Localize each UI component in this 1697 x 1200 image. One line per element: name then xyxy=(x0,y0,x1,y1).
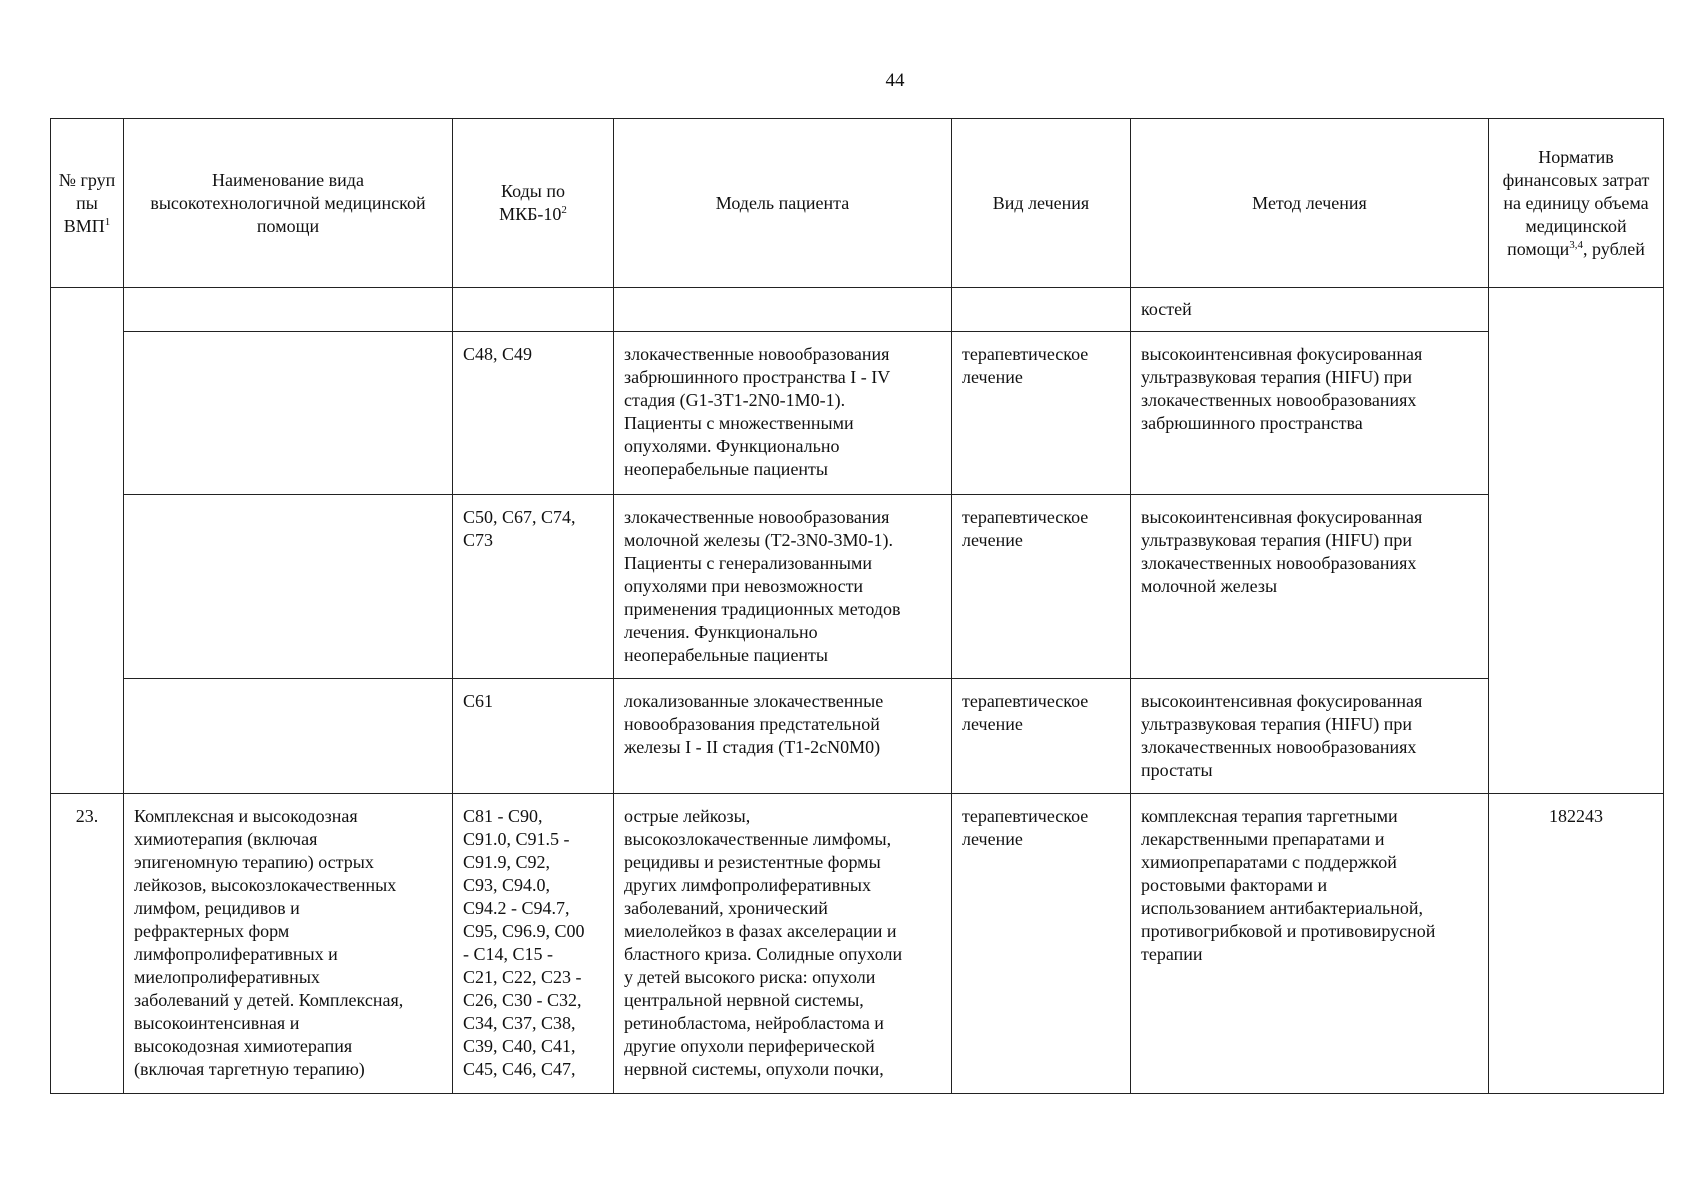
method-line: забрюшинного пространства xyxy=(1141,413,1363,433)
name-line: рефрактерных форм xyxy=(134,921,290,941)
model-line: бластного криза. Солидные опухоли xyxy=(624,944,903,964)
cost-cell-continued xyxy=(1489,288,1664,794)
type-line: терапевтическое xyxy=(962,806,1089,826)
name-line: лимфопролиферативных и xyxy=(134,944,338,964)
name-line: высокоинтенсивная и xyxy=(134,1013,300,1033)
name-line: эпигеномную терапию) острых xyxy=(134,852,374,872)
type-cell xyxy=(952,794,1131,1094)
vmp-table xyxy=(50,118,1664,1094)
method-line: химиопрепаратами с поддержкой xyxy=(1141,852,1397,872)
codes-line: C39, C40, C41, xyxy=(463,1036,576,1056)
codes-cell xyxy=(453,495,614,679)
codes-line: C50, C67, C74, xyxy=(463,507,576,527)
header-cost-norm-suffix: , рублей xyxy=(1583,238,1645,259)
model-line: локализованные злокачественные xyxy=(624,691,884,711)
method-line: противогрибковой и противовирусной xyxy=(1141,921,1436,941)
model-line: высокозлокачественные лимфомы, xyxy=(624,829,892,849)
codes-line: C21, C22, C23 - xyxy=(463,967,582,987)
type-cell xyxy=(952,495,1131,679)
model-line: применения традиционных методов xyxy=(624,599,901,619)
model-line: рецидивы и резистентные формы xyxy=(624,852,881,872)
method-line: молочной железы xyxy=(1141,576,1278,596)
model-line: другие опухоли периферической xyxy=(624,1036,875,1056)
cost-value: 182243 xyxy=(1549,806,1603,826)
name-cell xyxy=(124,495,453,679)
type-line: терапевтическое xyxy=(962,344,1089,364)
codes-line: C95, C96.9, C00 xyxy=(463,921,585,941)
codes-cell xyxy=(453,794,614,1094)
type-line: лечение xyxy=(962,714,1023,734)
method-line: терапии xyxy=(1141,944,1203,964)
model-line: неоперабельные пациенты xyxy=(624,459,829,479)
header-cost-norm-sup: 3,4 xyxy=(1569,238,1584,251)
method-line: высокоинтенсивная фокусированная xyxy=(1141,344,1423,364)
model-cell xyxy=(614,332,952,495)
name-line: химиотерапия (включая xyxy=(134,829,318,849)
model-line: молочной железы (T2-3N0-3M0-1). xyxy=(624,530,894,550)
table-row xyxy=(51,332,1664,495)
codes-line: C48, C49 xyxy=(463,344,533,364)
method-line: высокоинтенсивная фокусированная xyxy=(1141,507,1423,527)
type-cell xyxy=(952,679,1131,794)
method-cell xyxy=(1131,495,1489,679)
codes-line: C73 xyxy=(463,530,494,550)
model-line: заболеваний, хронический xyxy=(624,898,828,918)
type-line: лечение xyxy=(962,829,1023,849)
method-cell xyxy=(1131,332,1489,495)
model-line: злокачественные новообразования xyxy=(624,507,890,527)
method-line: ультразвуковая терапия (HIFU) при xyxy=(1141,714,1413,734)
header-cost-norm xyxy=(1489,119,1664,288)
method-line: злокачественных новообразованиях xyxy=(1141,553,1417,573)
header-treatment-type xyxy=(952,119,1131,288)
type-line: лечение xyxy=(962,367,1023,387)
header-treatment-method xyxy=(1131,119,1489,288)
header-patient-model xyxy=(614,119,952,288)
model-line: Пациенты с генерализованными xyxy=(624,553,872,573)
group-number: 23. xyxy=(75,806,99,826)
method-line: ультразвуковая терапия (HIFU) при xyxy=(1141,367,1413,387)
name-cell xyxy=(124,794,453,1094)
method-continued-text: костей xyxy=(1141,299,1192,319)
header-patient-model-label: Модель пациента xyxy=(715,192,850,213)
model-line: злокачественные новообразования xyxy=(624,344,890,364)
header-treatment-method-label: Метод лечения xyxy=(1252,192,1367,213)
codes-line: C91.0, C91.5 - xyxy=(463,829,570,849)
model-cell xyxy=(614,495,952,679)
method-cell xyxy=(1131,794,1489,1094)
model-line: миелолейкоз в фазах акселерации и xyxy=(624,921,897,941)
continuation-row xyxy=(51,288,1664,332)
name-cell xyxy=(124,332,453,495)
header-treatment-type-label: Вид лечения xyxy=(992,192,1090,213)
header-group-number xyxy=(51,119,124,288)
method-line: ультразвуковая терапия (HIFU) при xyxy=(1141,530,1413,550)
model-line: забрюшинного пространства I - IV xyxy=(624,367,891,387)
model-line: новообразования предстательной xyxy=(624,714,880,734)
header-group-number-label: № груп пы ВМП xyxy=(58,169,116,236)
header-group-number-sup: 1 xyxy=(104,215,111,228)
model-line: ретинобластома, нейробластома и xyxy=(624,1013,884,1033)
name-line: Комплексная и высокодозная xyxy=(134,806,358,826)
header-icd-codes-label: Коды по МКБ-10 xyxy=(499,181,565,224)
header-name-label: Наименование вида высокотехнологичной медицинской помощи xyxy=(150,169,426,236)
type-line: терапевтическое xyxy=(962,691,1089,711)
group-number-cell-continued xyxy=(51,288,124,794)
name-line: (включая таргетную терапию) xyxy=(134,1059,365,1079)
codes-line: C45, C46, C47, xyxy=(463,1059,576,1079)
model-line: нервной системы, опухоли почки, xyxy=(624,1059,884,1079)
method-line: высокоинтенсивная фокусированная xyxy=(1141,691,1423,711)
header-icd-codes-sup: 2 xyxy=(561,204,567,216)
type-line: лечение xyxy=(962,530,1023,550)
name-cell xyxy=(124,679,453,794)
method-line: злокачественных новообразованиях xyxy=(1141,390,1417,410)
method-line: лекарственными препаратами и xyxy=(1141,829,1385,849)
model-line: у детей высокого риска: опухоли xyxy=(624,967,876,987)
name-line: высокодозная химиотерапия xyxy=(134,1036,353,1056)
table-row xyxy=(51,679,1664,794)
page-number: 44 xyxy=(885,70,905,91)
method-line: использованием антибактериальной, xyxy=(1141,898,1423,918)
model-line: неоперабельные пациенты xyxy=(624,645,829,665)
name-line: миелопролиферативных xyxy=(134,967,320,987)
codes-cell-continued xyxy=(453,288,614,332)
name-line: заболеваний у детей. Комплексная, xyxy=(134,990,404,1010)
model-cell xyxy=(614,679,952,794)
model-line: опухолями при невозможности xyxy=(624,576,864,596)
codes-line: C26, C30 - C32, xyxy=(463,990,582,1010)
model-cell xyxy=(614,794,952,1094)
name-line: лейкозов, высокозлокачественных xyxy=(134,875,397,895)
codes-cell xyxy=(453,679,614,794)
model-line: других лимфопролиферативных xyxy=(624,875,872,895)
codes-line: C94.2 - C94.7, xyxy=(463,898,570,918)
model-cell-continued xyxy=(614,288,952,332)
header-name xyxy=(124,119,453,288)
codes-line: C61 xyxy=(463,691,494,711)
model-line: стадия (G1-3T1-2N0-1M0-1). xyxy=(624,390,846,410)
type-cell-continued xyxy=(952,288,1131,332)
table-row xyxy=(51,495,1664,679)
codes-line: C91.9, C92, xyxy=(463,852,551,872)
method-line: комплексная терапия таргетными xyxy=(1141,806,1398,826)
method-cell xyxy=(1131,679,1489,794)
model-line: лечения. Функционально xyxy=(624,622,818,642)
method-line: злокачественных новообразованиях xyxy=(1141,737,1417,757)
codes-line: C34, C37, C38, xyxy=(463,1013,576,1033)
header-icd-codes xyxy=(453,119,614,288)
model-line: железы I - II стадия (T1-2cN0M0) xyxy=(624,737,881,757)
codes-line: - C14, C15 - xyxy=(463,944,553,964)
cost-cell xyxy=(1489,794,1664,1094)
header-row xyxy=(51,119,1664,288)
model-line: острые лейкозы, xyxy=(624,806,751,826)
type-line: терапевтическое xyxy=(962,507,1089,527)
codes-cell xyxy=(453,332,614,495)
group-23-row xyxy=(51,794,1664,1094)
method-line: ростовыми факторами и xyxy=(1141,875,1328,895)
method-line: простаты xyxy=(1141,760,1213,780)
header-cost-norm-label: Норматив финансовых затрат на единицу объема медицинской помощи xyxy=(1502,146,1650,259)
model-line: Пациенты с множественными xyxy=(624,413,854,433)
method-cell-continued xyxy=(1131,288,1489,332)
codes-line: C81 - C90, xyxy=(463,806,543,826)
name-line: лимфом, рецидивов и xyxy=(134,898,300,918)
type-cell xyxy=(952,332,1131,495)
codes-line: C93, C94.0, xyxy=(463,875,551,895)
model-line: опухолями. Функционально xyxy=(624,436,840,456)
name-cell-continued xyxy=(124,288,453,332)
group-number-cell xyxy=(51,794,124,1094)
model-line: центральной нервной системы, xyxy=(624,990,864,1010)
